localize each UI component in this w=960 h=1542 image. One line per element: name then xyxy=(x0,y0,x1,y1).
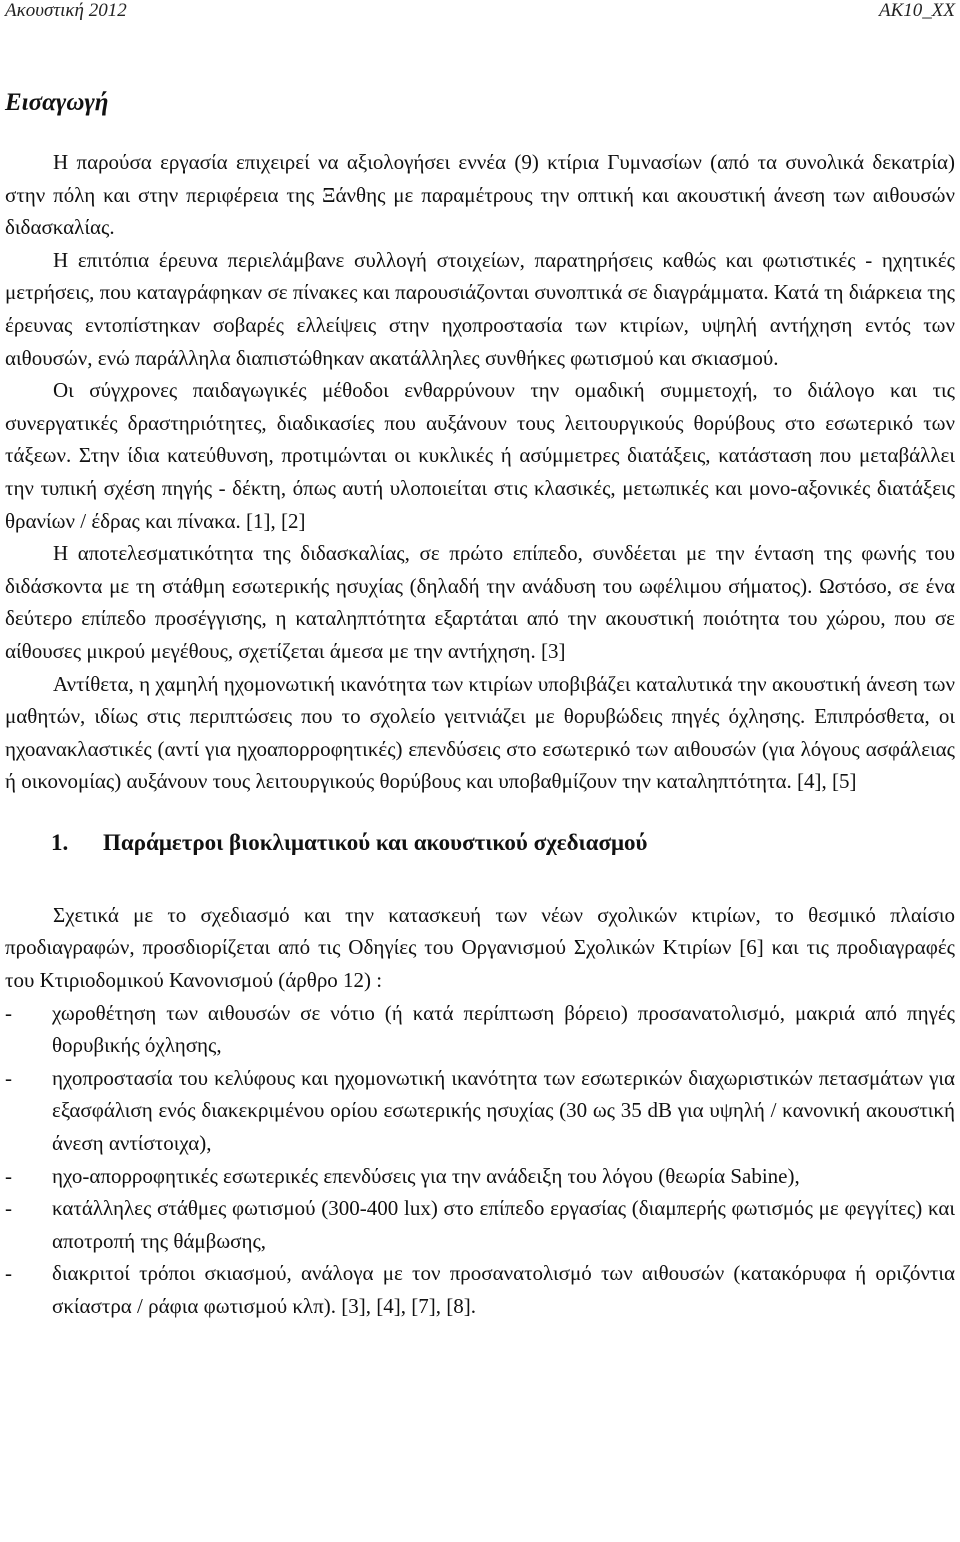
document-page xyxy=(5,0,955,1323)
intro-paragraph-3: Οι σύγχρονες παιδαγωγικές μέθοδοι ενθαρρύνουν την ομαδική συμμετοχή, το διάλογο και τις συνεργατικές δραστηριότητες, διαδικασίες που αυξάνουν τους λειτουργικούς θορύβους στο εσωτερικό των τάξεων. Στην ίδια κατεύθυνση, προτιμώνται οι κυκλικές ή ασύμμετρες διατάξεις, κατάσταση που μεταβάλλει την τυπική σχέση πηγής - δέκτη, όπως αυτή υλοποιείται στις κλασικές, μετωπικές και μονο-αξονικές διατάξεις θρανίων / έδρας και πίνακα. [1], [2] xyxy=(5,378,955,533)
list-bullet: - xyxy=(5,1261,12,1286)
intro-paragraph-1: Η παρούσα εργασία επιχειρεί να αξιολογήσει εννέα (9) κτίρια Γυμνασίων (από τα συνολικά δεκατρία) στην πόλη και στην περιφέρεια της Ξάνθης με παραμέτρους την οπτική και ακουστική άνεση των αιθουσών διδασκαλίας. xyxy=(5,150,955,240)
header-paper-code: AK10_XX xyxy=(879,0,955,21)
list-item-text: χωροθέτηση των αιθουσών σε νότιο (ή κατά περίπτωση βόρειο) προσανατολισμό, μακριά από πηγές θορυβικής όχλησης, xyxy=(52,1000,955,1058)
list-item xyxy=(5,1160,955,1193)
design-parameter-list xyxy=(5,997,955,1323)
section-1-heading xyxy=(5,827,955,859)
section-1-title: Παράμετροι βιοκλιματικού και ακουστικού σχεδιασμού xyxy=(103,829,648,855)
list-item-text: διακριτοί τρόποι σκιασμού, ανάλογα με τον προσανατολισμό των αιθουσών (κατακόρυφα ή οριζόντια σκίαστρα / ράφια φωτισμού κλπ). [3], [4], [7], [8]. xyxy=(52,1261,955,1318)
intro-paragraph-2: Η επιτόπια έρευνα περιελάμβανε συλλογή στοιχείων, παρατηρήσεις καθώς και φωτιστικές - ηχητικές μετρήσεις, που καταγράφηκαν σε πίνακες και παρουσιάζονται συνοπτικά σε διαγράμματα. Κατά τη διάρκεια της έρευνας εντοπίστηκαν σοβαρές ελλείψεις στην ηχοπροστασία των κτιρίων, υψηλή αντήχηση εντός των αιθουσών, ενώ παράλληλα διαπιστώθηκαν ακατάλληλες συνθήκες φωτισμού και σκιασμού. xyxy=(5,247,955,370)
list-bullet: - xyxy=(5,1065,12,1090)
list-item xyxy=(5,1062,955,1160)
list-item-text: ηχοπροστασία του κελύφους και ηχομονωτική ικανότητα των εσωτερικών διαχωριστικών πετασμάτων για εξασφάλιση ενός διακεκριμένου ορίου εσωτερικής ησυχίας (30 ως 35 dB για υψηλή / κανονική ακουστική άνεση αντίστοιχα), xyxy=(52,1065,955,1156)
section-1-body xyxy=(5,899,955,1323)
intro-paragraph-4: Η αποτελεσματικότητα της διδασκαλίας, σε πρώτο επίπεδο, συνδέεται με την ένταση της φωνής του διδάσκοντα με τη στάθμη εσωτερικής ησυχίας (δηλαδή την ανάδυση του ωφέλιμου σήματος). Ωστόσο, σε ένα δεύτερο επίπεδο προσέγγισης, η καταληπτότητα εξαρτάται από την ακουστική ποιότητα του χώρου, που σε αίθουσες μικρού μεγέθους, σχετίζεται άμεσα με την αντήχηση. [3] xyxy=(5,541,955,663)
list-bullet: - xyxy=(5,1000,12,1025)
header-conference-label: Ακουστική 2012 xyxy=(5,0,127,21)
list-item-text: κατάλληλες στάθμες φωτισμού (300-400 lux) στο επίπεδο εργασίας (διαμπερής φωτισμός με φεγγίτες) και αποτροπή της θάμβωσης, xyxy=(52,1196,955,1253)
intro-body xyxy=(5,146,955,798)
list-item xyxy=(5,1257,955,1322)
list-bullet: - xyxy=(5,1163,12,1188)
list-item xyxy=(5,997,955,1062)
list-bullet: - xyxy=(5,1196,12,1221)
list-item-text: ηχο-απορροφητικές εσωτερικές επενδύσεις για την ανάδειξη του λόγου (θεωρία Sabine), xyxy=(52,1163,800,1188)
section-1-intro-paragraph: Σχετικά με το σχεδιασμό και την κατασκευή των νέων σχολικών κτιρίων, το θεσμικό πλαίσιο προδιαγραφών, προσδιορίζεται από τις Οδηγίες του Οργανισμού Σχολικών Κτιρίων [6] και τις προδιαγραφές του Κτιριοδομικού Κανονισμού (άρθρο 12) : xyxy=(5,902,955,993)
intro-paragraph-5: Αντίθετα, η χαμηλή ηχομονωτική ικανότητα των κτιρίων υποβιβάζει καταλυτικά την ακουστική άνεση των μαθητών, ιδίως στις περιπτώσεις που το σχολείο γειτνιάζει με θορυβώδεις πηγές όχλησης. Επιπρόσθετα, οι ηχοανακλαστικές (αντί για ηχοαπορροφητικές) επενδύσεις στο εσωτερικό των αιθουσών (για λόγους ασφάλειας ή οικονομίας) αυξάνουν τους λειτουργικούς θορύβους και υποβαθμίζουν την καταληπτότητα. [4], [5] xyxy=(5,671,955,794)
list-item xyxy=(5,1192,955,1257)
running-header xyxy=(5,0,955,28)
intro-heading: Εισαγωγή xyxy=(5,89,109,116)
section-1-number: 1. xyxy=(51,829,69,855)
